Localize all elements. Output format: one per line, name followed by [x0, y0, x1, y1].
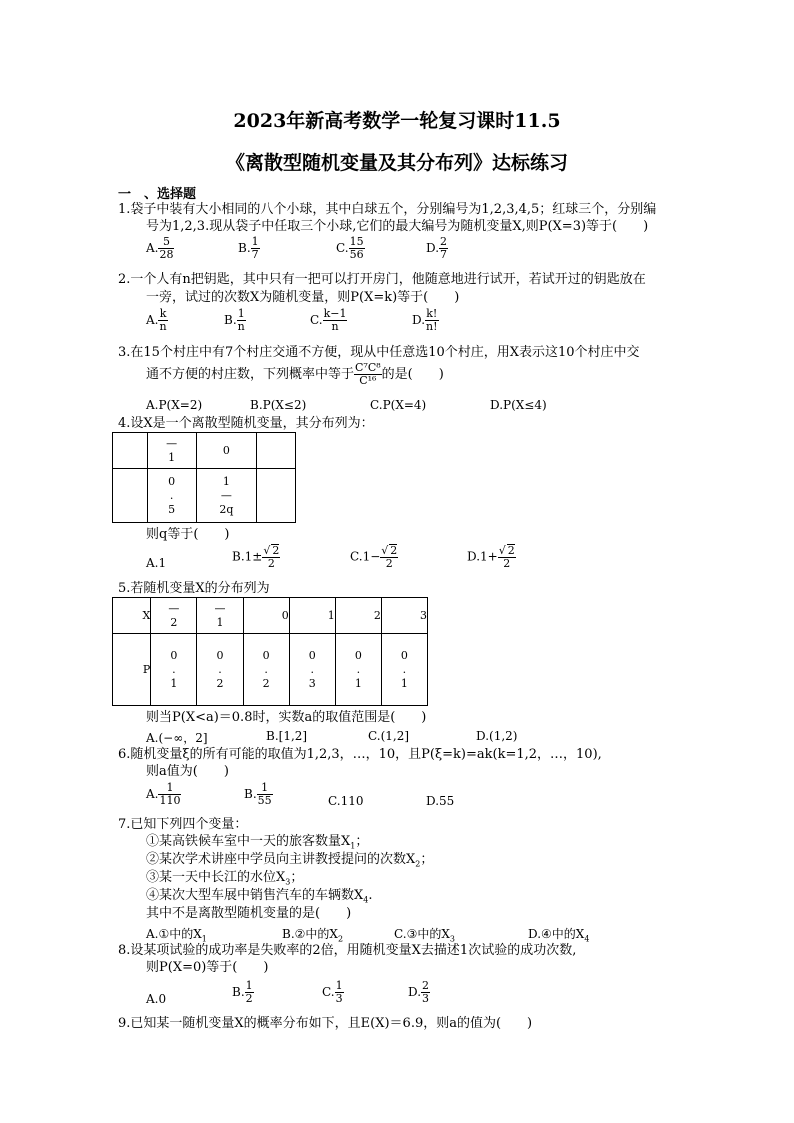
- table-cell: 0 . 2: [197, 634, 243, 706]
- question-8-option-a: A.0: [146, 992, 167, 1006]
- question-9-line1: 9.已知某一随机变量X的概率分布如下，且E(X)＝6.9，则a的值为( ): [118, 1016, 533, 1031]
- question-7-item-2: ②某次学术讲座中学员向主讲教授提问的次数$X_2$；: [146, 852, 434, 869]
- table-cell: — 2: [151, 598, 197, 634]
- table-cell: 0 . 1: [381, 634, 427, 706]
- question-7-option-c: C.③中的$X_3$: [394, 927, 455, 944]
- question-7-line1: 7.已知下列四个变量：: [118, 817, 248, 832]
- table-cell: 0 . 3: [289, 634, 335, 706]
- question-4-distribution-table: [112, 432, 296, 523]
- question-7-option-d: D.④中的$X_4$: [528, 927, 590, 944]
- table-cell: [257, 469, 296, 523]
- question-3-option-d: D.P(X≤4): [490, 398, 547, 412]
- question-2-option-b: B. $\frac{1}{n}$: [224, 307, 245, 333]
- question-7-item-3: ③某一天中长江的水位$X_3$；: [146, 870, 304, 887]
- question-3-option-b: B.P(X≤2): [250, 398, 307, 412]
- question-1-option-a: A. $\frac{5}{28}$: [146, 235, 174, 261]
- question-5-option-a: A.(−∞，2]: [146, 731, 208, 745]
- question-4-line1: 4.设X是一个离散型随机变量，其分布列为：: [118, 416, 374, 431]
- table-cell: — 1: [197, 598, 243, 634]
- table-cell: P: [113, 634, 151, 706]
- question-5-option-d: D.(1,2): [476, 729, 518, 743]
- table-cell: X: [113, 598, 151, 634]
- question-8-line1: 8.设某项试验的成功率是失败率的2倍，用随机变量X去描述1次试验的成功次数,: [118, 943, 577, 958]
- combination-fraction: $\frac{\text{C⁷C⁸}}{\text{C¹⁶}}$: [355, 361, 381, 387]
- question-2-option-c: C. $\frac{k-1}{n}$: [310, 307, 347, 333]
- section-heading: 一 、选择题: [118, 187, 197, 202]
- question-5-option-b: B.[1,2]: [266, 729, 308, 743]
- question-8-option-b: B. $\frac{1}{2}$: [232, 979, 253, 1005]
- question-7-option-a: A.①中的$X_1$: [146, 927, 207, 944]
- table-cell: 1 — 2q: [196, 469, 257, 523]
- table-cell: [113, 469, 148, 523]
- table-cell: 0: [196, 433, 257, 469]
- question-5-line1: 5.若随机变量X的分布列为: [118, 581, 270, 596]
- table-cell: 0 . 1: [335, 634, 381, 706]
- table-cell: 0 . 5: [147, 469, 196, 523]
- question-7-line2: 其中不是离散型随机变量的是( ): [146, 906, 352, 921]
- question-3-option-a: A.P(X=2): [146, 398, 203, 412]
- question-8-option-d: D. $\frac{2}{3}$: [408, 979, 430, 1005]
- page-title: 2023年新高考数学一轮复习课时11.5: [233, 110, 561, 132]
- question-6-option-a: A. $\frac{1}{110}$: [146, 781, 181, 807]
- question-4-line2: 则q等于( ): [146, 527, 230, 542]
- question-8-option-c: C. $\frac{1}{3}$: [322, 979, 343, 1005]
- question-6-option-d: D.55: [426, 794, 455, 808]
- page-subtitle: 《离散型随机变量及其分布列》达标练习: [225, 152, 568, 174]
- table-cell: 0 . 1: [151, 634, 197, 706]
- table-cell: [113, 433, 148, 469]
- question-1-option-c: C. $\frac{15}{56}$: [336, 235, 364, 261]
- question-6-line2: 则a值为( ): [146, 764, 229, 779]
- question-1-option-d: D. $\frac{2}{7}$: [426, 235, 448, 261]
- question-5-option-c: C.(1,2]: [368, 729, 410, 743]
- question-4-option-a: A.1: [146, 556, 167, 570]
- table-cell: 0: [243, 598, 289, 634]
- question-6-line1: 6.随机变量ξ的所有可能的取值为1,2,3，…，10，且P(ξ=k)=ak(k=1,2，…，10),: [118, 747, 602, 762]
- question-4-option-b: B.1± $\frac{√ 2}{2}$: [232, 544, 280, 570]
- question-7-item-1: ①某高铁候车室中一天的旅客数量$X_1$；: [146, 834, 369, 851]
- question-6-option-c: C.110: [328, 794, 364, 808]
- question-2-line1: 2.一个人有n把钥匙，其中只有一把可以打开房门，他随意地进行试开，若试开过的钥匙放在: [118, 272, 646, 287]
- table-cell: 0 . 2: [243, 634, 289, 706]
- table-cell: 2: [335, 598, 381, 634]
- question-1-line1: 1.袋子中装有大小相同的八个小球，其中白球五个，分别编号为1,2,3,4,5；红球三个，分别编: [118, 202, 657, 217]
- question-1-line2: 号为1,2,3.现从袋子中任取三个小球,它们的最大编号为随机变量X,则P(X=3)等于( ): [146, 219, 649, 234]
- table-cell: 1: [289, 598, 335, 634]
- question-3-option-c: C.P(X=4): [370, 398, 427, 412]
- question-4-option-c: C.1− $\frac{√ 2}{2}$: [350, 544, 398, 570]
- question-2-line2: 一旁，试过的次数X为随机变量，则P(X=k)等于( ): [146, 290, 460, 305]
- question-5-distribution-table: [112, 597, 428, 706]
- question-7-option-b: B.②中的$X_2$: [282, 927, 344, 944]
- question-2-option-a: A. $\frac{k}{n}$: [146, 307, 167, 333]
- question-2-option-d: D. $\frac{k!}{n!}$: [412, 307, 438, 333]
- question-5-line2: 则当P(X<a)＝0.8时，实数a的取值范围是( ): [146, 710, 427, 725]
- question-3-line2: 通不方便的村庄数，下列概率中等于 $\frac{\text{C⁷C⁸}}{\text{C¹⁶}}$ 的是( ): [146, 361, 444, 387]
- question-4-option-d: D.1+ $\frac{√ 2}{2}$: [467, 544, 515, 570]
- question-1-option-b: B. $\frac{1}{7}$: [238, 235, 259, 261]
- question-6-option-b: B. $\frac{1}{55}$: [244, 781, 272, 807]
- table-cell: — 1: [147, 433, 196, 469]
- question-8-line2: 则P(X=0)等于( ): [146, 960, 269, 975]
- table-cell: [257, 433, 296, 469]
- question-3-line1: 3.在15个村庄中有7个村庄交通不方便，现从中任意选10个村庄，用X表示这10个村庄中交: [118, 345, 640, 360]
- question-7-item-4: ④某次大型车展中销售汽车的车辆数$X_4$.: [146, 888, 373, 905]
- table-cell: 3: [381, 598, 427, 634]
